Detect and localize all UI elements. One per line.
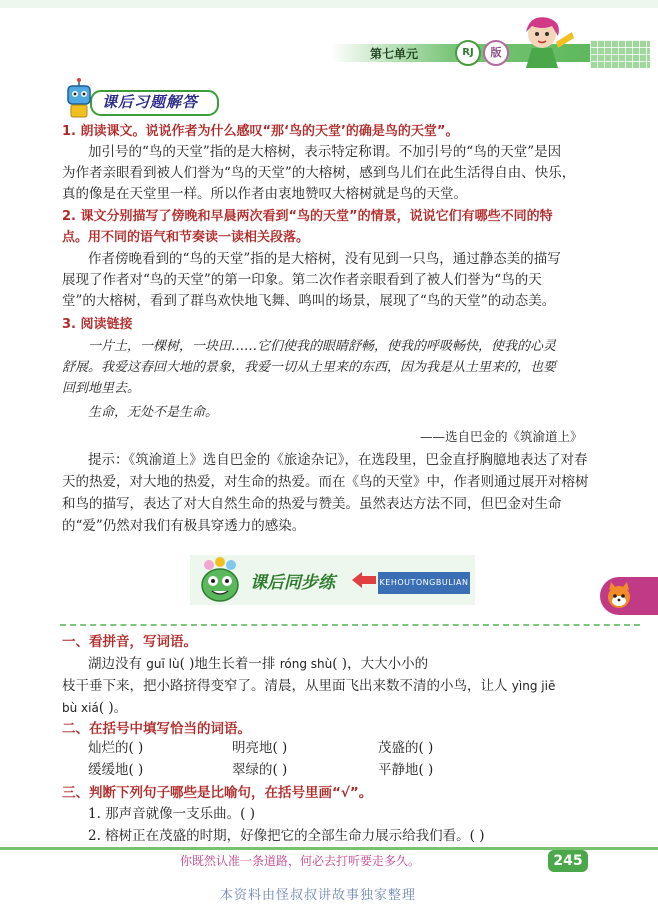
exercise-1-line-3 xyxy=(62,698,127,719)
answer-2-line-2: 展现了作者对“鸟的天堂”的第一印象。第二次作者亲眼看到了被人们誉为“鸟的天 xyxy=(62,272,542,288)
fox-mascot-icon xyxy=(603,580,635,612)
hint-line-1: 提示：《筑渝道上》选自巴金的《旅途杂记》，在选段里，巴金直抒胸臆地表达了对春 xyxy=(88,452,588,468)
fill-blank-item: 翠绿的( ) xyxy=(232,762,288,778)
hint-line-4: 的“爱”仍然对我们有极具穿透力的感染。 xyxy=(62,518,306,534)
exercise-2-heading: 二、在括号中填写恰当的词语。 xyxy=(62,721,251,737)
pointing-hand-icon xyxy=(350,566,380,594)
exercise-3-item-2: 2. 榕树正在茂盛的时期，好像把它的全部生命力展示给我们看。( ) xyxy=(88,828,485,844)
exercise-1-heading: 一、看拼音，写词语。 xyxy=(62,634,197,650)
unit-label: 第七单元 xyxy=(370,47,419,61)
answer-2-line-1: 作者傍晚看到的“鸟的天堂”指的是大榕树，没有见到一只鸟，通过静态美的描写 xyxy=(88,251,561,267)
exercise-1-line-2 xyxy=(62,676,555,697)
question-1: 1. 朗读课文。说说作者为什么感叹“那‘鸟的天堂’的确是鸟的天堂”。 xyxy=(62,124,459,139)
fill-blank-item: 灿烂的( ) xyxy=(88,740,144,756)
cartoon-girl-icon xyxy=(512,12,582,72)
robot-mascot-icon xyxy=(58,78,102,120)
answer-blank-text: ( )。 xyxy=(98,700,128,716)
answer-1-line-2: 为作者亲眼看到被人们誉为“鸟的天堂”的大榕树，感到鸟儿们在此生活得自由、快乐， xyxy=(62,165,576,181)
fill-blank-item: 平静地( ) xyxy=(378,762,434,778)
footer-quote: 你既然认准一条道路，何必去打听要走多久。 xyxy=(180,854,421,868)
footer-note: 本资料由怪叔叔讲故事独家整理 xyxy=(220,888,417,903)
exercise-3-item-1: 1. 那声音就像一支乐曲。( ) xyxy=(88,806,255,822)
answer-2-line-3: 堂”的大榕树，看到了群鸟欢快地飞舞、鸣叫的场景，展现了“鸟的天堂”的动态美。 xyxy=(62,293,556,309)
pinyin-gui-lu: guī lù xyxy=(146,657,180,671)
passage-line-3: 回到地里去。 xyxy=(62,381,141,396)
pinyin-bu-xia: bù xiá xyxy=(62,701,99,715)
fill-blank-item: 茂盛的( ) xyxy=(378,740,434,756)
exercise-1-line-1 xyxy=(88,654,428,675)
green-monster-mascot-icon xyxy=(195,555,245,605)
question-2-line-2: 点。用不同的语气和节奏读一读相关段落。 xyxy=(62,230,310,245)
section2-title: 课后同步练 xyxy=(250,573,335,593)
answer-1-line-1: 加引号的“鸟的天堂”指的是大榕树，表示特定称谓。不加引号的“鸟的天堂”是因 xyxy=(88,144,562,160)
header-top-strip xyxy=(0,0,658,8)
text-segment: 枝干垂下来，把小路挤得变窄了。清晨，从里面飞出来数不清的小鸟，让人 xyxy=(62,678,512,694)
page-number: 245 xyxy=(548,850,588,872)
section2-subtitle: KEHOUTONGBULIAN xyxy=(378,572,470,594)
header-grid-pattern xyxy=(590,40,650,68)
answer-1-line-3: 真的像是在天堂里一样。所以作者由衷地赞叹大榕树就是鸟的天堂。 xyxy=(62,186,467,202)
text-segment: 湖边没有 xyxy=(88,656,147,672)
passage-line-4: 生命，无处不是生命。 xyxy=(88,405,219,420)
pinyin-ying-jie: yìng jiē xyxy=(511,679,556,693)
section1-title: 课后习题解答 xyxy=(102,93,199,111)
exercise-3-heading: 三、判断下列句子哪些是比喻句，在括号里画“√”。 xyxy=(62,785,373,801)
section2-divider xyxy=(60,624,640,626)
fill-blank-item: 明亮地( ) xyxy=(232,740,288,756)
passage-source: ——选自巴金的《筑渝道上》 xyxy=(420,429,583,444)
passage-line-2: 舒展。我爱这春回大地的景象，我爱一切从土里来的东西，因为我是从土里来的，也要 xyxy=(62,360,557,375)
pinyin-rong-shu: róng shù xyxy=(279,657,333,671)
edition-badge-rj: RJ xyxy=(455,40,481,66)
answer-blank-text: ( )地生长着一排 xyxy=(179,656,280,672)
passage-line-1: 一片土，一棵树，一块田……它们使我的眼睛舒畅，使我的呼吸畅快，使我的心灵 xyxy=(88,339,557,354)
hint-line-3: 和鸟的描写，表达了对大自然生命的热爱与赞美。虽然表达方法不同，但巴金对生命 xyxy=(62,496,562,512)
hint-line-2: 天的热爱，对大地的热爱，对生命的热爱。而在《鸟的天堂》中，作者则通过展开对榕树 xyxy=(62,474,589,490)
question-3: 3. 阅读链接 xyxy=(62,317,133,332)
edition-badge-ban: 版 xyxy=(483,40,509,66)
fill-blank-item: 缓缓地( ) xyxy=(88,762,144,778)
answer-blank-text: ( )，大大小小的 xyxy=(332,656,429,672)
question-2-line-1: 2. 课文分别描写了傍晚和早晨两次看到“鸟的天堂”的情景，说说它们有哪些不同的特 xyxy=(62,209,553,224)
